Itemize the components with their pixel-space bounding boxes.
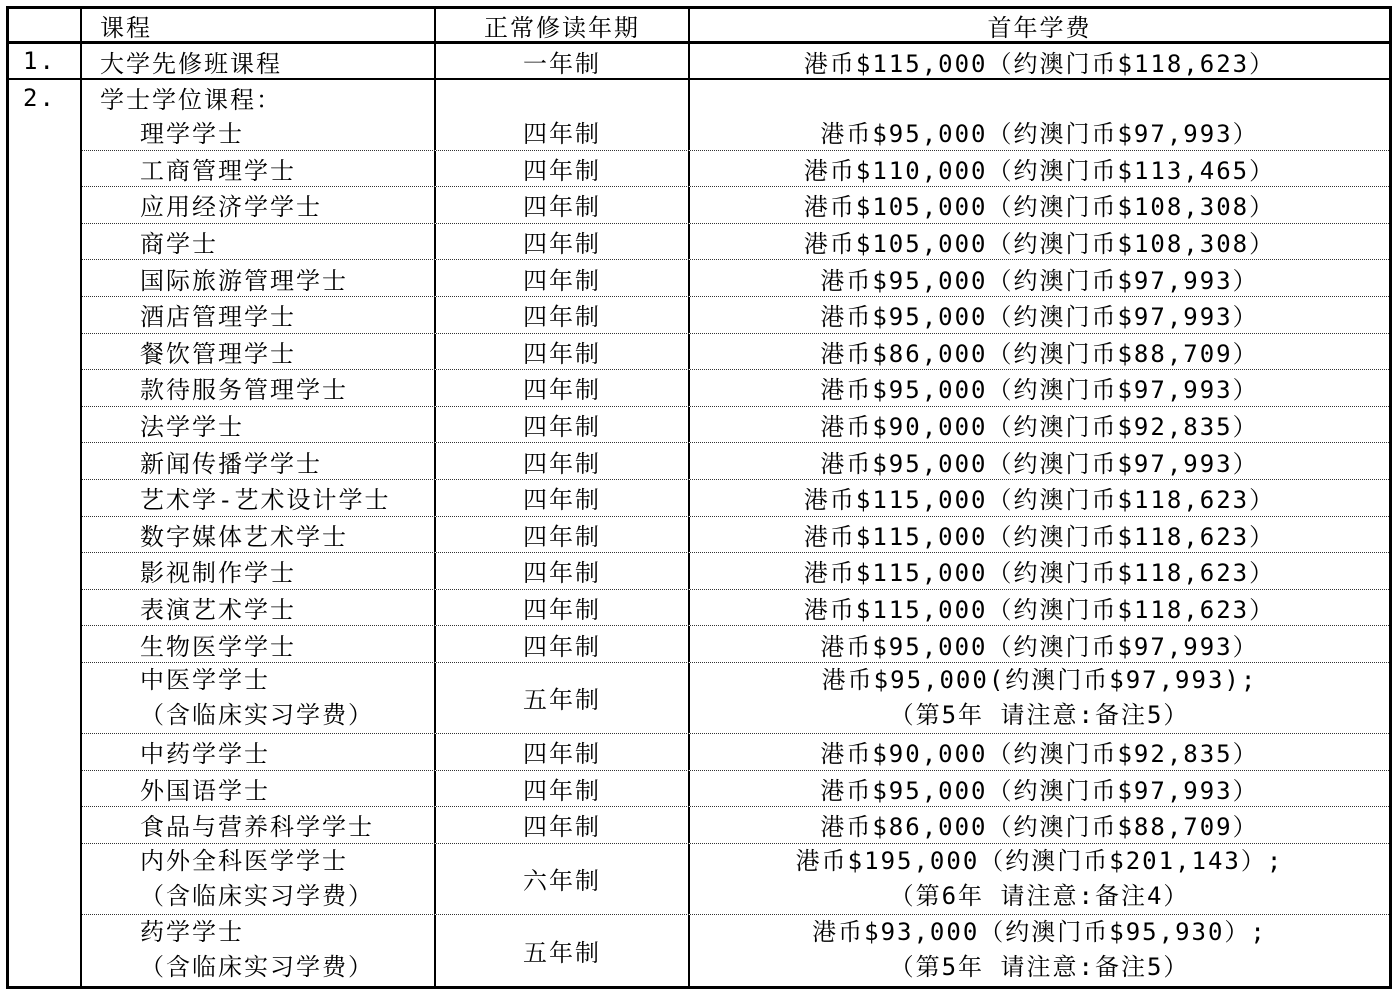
row-index: 1. bbox=[9, 44, 82, 78]
table-row bbox=[82, 807, 1389, 844]
first-year-fee: 港币$95,000（约澳门币$97,993） bbox=[820, 266, 1259, 295]
study-years: 四年制 bbox=[436, 407, 690, 443]
first-year-fee bbox=[690, 915, 1389, 986]
first-year-fee: 港币$95,000（约澳门币$97,993） bbox=[820, 376, 1259, 405]
first-year-fee: 港币$86,000（约澳门币$88,709） bbox=[820, 813, 1259, 842]
course-name: 理学学士 bbox=[82, 114, 436, 150]
tuition-table bbox=[6, 6, 1392, 989]
first-year-fee: 港币$105,000（约澳门币$108,308） bbox=[803, 193, 1276, 222]
first-year-fee: 港币$95,000（约澳门币$97,993） bbox=[820, 776, 1259, 805]
course-name-line: 中医学学士 bbox=[140, 665, 270, 694]
header-years: 正常修读年期 bbox=[436, 9, 690, 41]
study-years: 四年制 bbox=[436, 151, 690, 187]
course-name-line: 内外全科医学学士 bbox=[140, 846, 348, 875]
table-row bbox=[82, 734, 1389, 771]
study-years: 四年制 bbox=[436, 334, 690, 370]
course-name: 商学士 bbox=[82, 224, 436, 260]
table-row bbox=[82, 187, 1389, 224]
first-year-fee: 港币$90,000（约澳门币$92,835） bbox=[820, 413, 1259, 442]
study-years: 四年制 bbox=[436, 260, 690, 296]
table-row bbox=[82, 260, 1389, 297]
study-years: 四年制 bbox=[436, 517, 690, 553]
course-name: 餐饮管理学士 bbox=[82, 334, 436, 370]
table-header bbox=[9, 9, 1389, 44]
study-years: 五年制 bbox=[436, 915, 690, 986]
course-name: 国际旅游管理学士 bbox=[82, 260, 436, 296]
table-row bbox=[82, 370, 1389, 407]
table-row bbox=[82, 771, 1389, 808]
course-name: 外国语学士 bbox=[82, 771, 436, 807]
header-fee: 首年学费 bbox=[987, 13, 1092, 42]
course-name bbox=[82, 844, 436, 914]
table-row bbox=[82, 297, 1389, 334]
table-row bbox=[82, 590, 1389, 627]
course-name: 新闻传播学学士 bbox=[82, 443, 436, 479]
course-name: 影视制作学士 bbox=[82, 553, 436, 589]
study-years: 四年制 bbox=[436, 370, 690, 406]
fee-line: 港币$195,000（约澳门币$201,143）; bbox=[795, 846, 1284, 875]
bachelor-group bbox=[9, 80, 1389, 986]
table-row bbox=[82, 626, 1389, 663]
first-year-fee: 港币$95,000（约澳门币$97,993） bbox=[820, 449, 1259, 478]
first-year-fee: 港币$110,000（约澳门币$113,465） bbox=[803, 156, 1276, 185]
table-row bbox=[82, 480, 1389, 517]
course-name: 食品与营养科学学士 bbox=[82, 807, 436, 843]
first-year-fee: 港币$95,000（约澳门币$97,993） bbox=[820, 632, 1259, 661]
study-years: 四年制 bbox=[436, 443, 690, 479]
table-row bbox=[82, 224, 1389, 261]
course-name: 法学学士 bbox=[82, 407, 436, 443]
first-year-fee: 港币$105,000（约澳门币$108,308） bbox=[803, 230, 1276, 259]
study-years: 四年制 bbox=[436, 590, 690, 626]
study-years: 五年制 bbox=[436, 663, 690, 733]
first-year-fee: 港币$95,000（约澳门币$97,993） bbox=[820, 303, 1259, 332]
course-name: 艺术学-艺术设计学士 bbox=[82, 480, 436, 516]
study-years: 六年制 bbox=[436, 844, 690, 914]
first-year-fee: 港币$90,000（约澳门币$92,835） bbox=[820, 740, 1259, 769]
table-row bbox=[82, 517, 1389, 554]
study-years: 四年制 bbox=[436, 734, 690, 770]
table-row bbox=[82, 443, 1389, 480]
first-year-fee: 港币$115,000（约澳门币$118,623） bbox=[803, 49, 1276, 78]
header-course: 课程 bbox=[82, 9, 436, 41]
course-note-line: （含临床实习学费） bbox=[140, 700, 374, 729]
study-years: 四年制 bbox=[436, 553, 690, 589]
course-name-line: 药学学士 bbox=[140, 918, 244, 947]
study-years: 四年制 bbox=[436, 626, 690, 662]
fee-note-line: （第5年 请注意:备注5） bbox=[889, 700, 1190, 729]
course-name: 数字媒体艺术学士 bbox=[82, 517, 436, 553]
first-year-fee: 港币$95,000（约澳门币$97,993） bbox=[820, 120, 1259, 149]
study-years: 四年制 bbox=[436, 114, 690, 150]
course-note-line: （含临床实习学费） bbox=[140, 953, 374, 982]
table-row bbox=[82, 844, 1389, 915]
study-years: 四年制 bbox=[436, 297, 690, 333]
study-years: 四年制 bbox=[436, 480, 690, 516]
header-index bbox=[9, 9, 82, 41]
table-row bbox=[82, 663, 1389, 734]
study-years: 一年制 bbox=[436, 44, 690, 78]
course-name bbox=[82, 663, 436, 733]
first-year-fee: 港币$86,000（约澳门币$88,709） bbox=[820, 339, 1259, 368]
row-index: 2. bbox=[9, 80, 82, 986]
fee-line: 港币$95,000(约澳门币$97,993); bbox=[821, 665, 1258, 694]
table-row bbox=[9, 44, 1389, 80]
first-year-fee bbox=[690, 663, 1389, 733]
study-years: 四年制 bbox=[436, 807, 690, 843]
first-year-fee: 港币$115,000（约澳门币$118,623） bbox=[803, 559, 1276, 588]
study-years: 四年制 bbox=[436, 771, 690, 807]
course-name: 款待服务管理学士 bbox=[82, 370, 436, 406]
first-year-fee: 港币$115,000（约澳门币$118,623） bbox=[803, 486, 1276, 515]
course-name bbox=[82, 915, 436, 986]
table-row bbox=[82, 915, 1389, 986]
table-row bbox=[82, 151, 1389, 188]
fee-line: 港币$93,000（约澳门币$95,930）; bbox=[812, 918, 1267, 947]
course-name: 应用经济学学士 bbox=[82, 187, 436, 223]
first-year-fee: 港币$115,000（约澳门币$118,623） bbox=[803, 596, 1276, 625]
table-row bbox=[82, 553, 1389, 590]
course-name: 生物医学学士 bbox=[82, 626, 436, 662]
group-title: 学士学位课程： bbox=[82, 80, 436, 114]
table-row bbox=[82, 334, 1389, 371]
course-name: 大学先修班课程 bbox=[82, 44, 436, 78]
fee-note-line: （第6年 请注意:备注4） bbox=[889, 881, 1190, 910]
table-row bbox=[82, 114, 1389, 151]
fee-note-line: （第5年 请注意:备注5） bbox=[889, 953, 1190, 982]
first-year-fee: 港币$115,000（约澳门币$118,623） bbox=[803, 522, 1276, 551]
study-years: 四年制 bbox=[436, 187, 690, 223]
first-year-fee bbox=[690, 844, 1389, 914]
course-name: 表演艺术学士 bbox=[82, 590, 436, 626]
course-name: 酒店管理学士 bbox=[82, 297, 436, 333]
table-row bbox=[82, 407, 1389, 444]
study-years: 四年制 bbox=[436, 224, 690, 260]
course-name: 中药学学士 bbox=[82, 734, 436, 770]
course-name: 工商管理学士 bbox=[82, 151, 436, 187]
group-title-row bbox=[82, 80, 1389, 114]
course-note-line: （含临床实习学费） bbox=[140, 881, 374, 910]
